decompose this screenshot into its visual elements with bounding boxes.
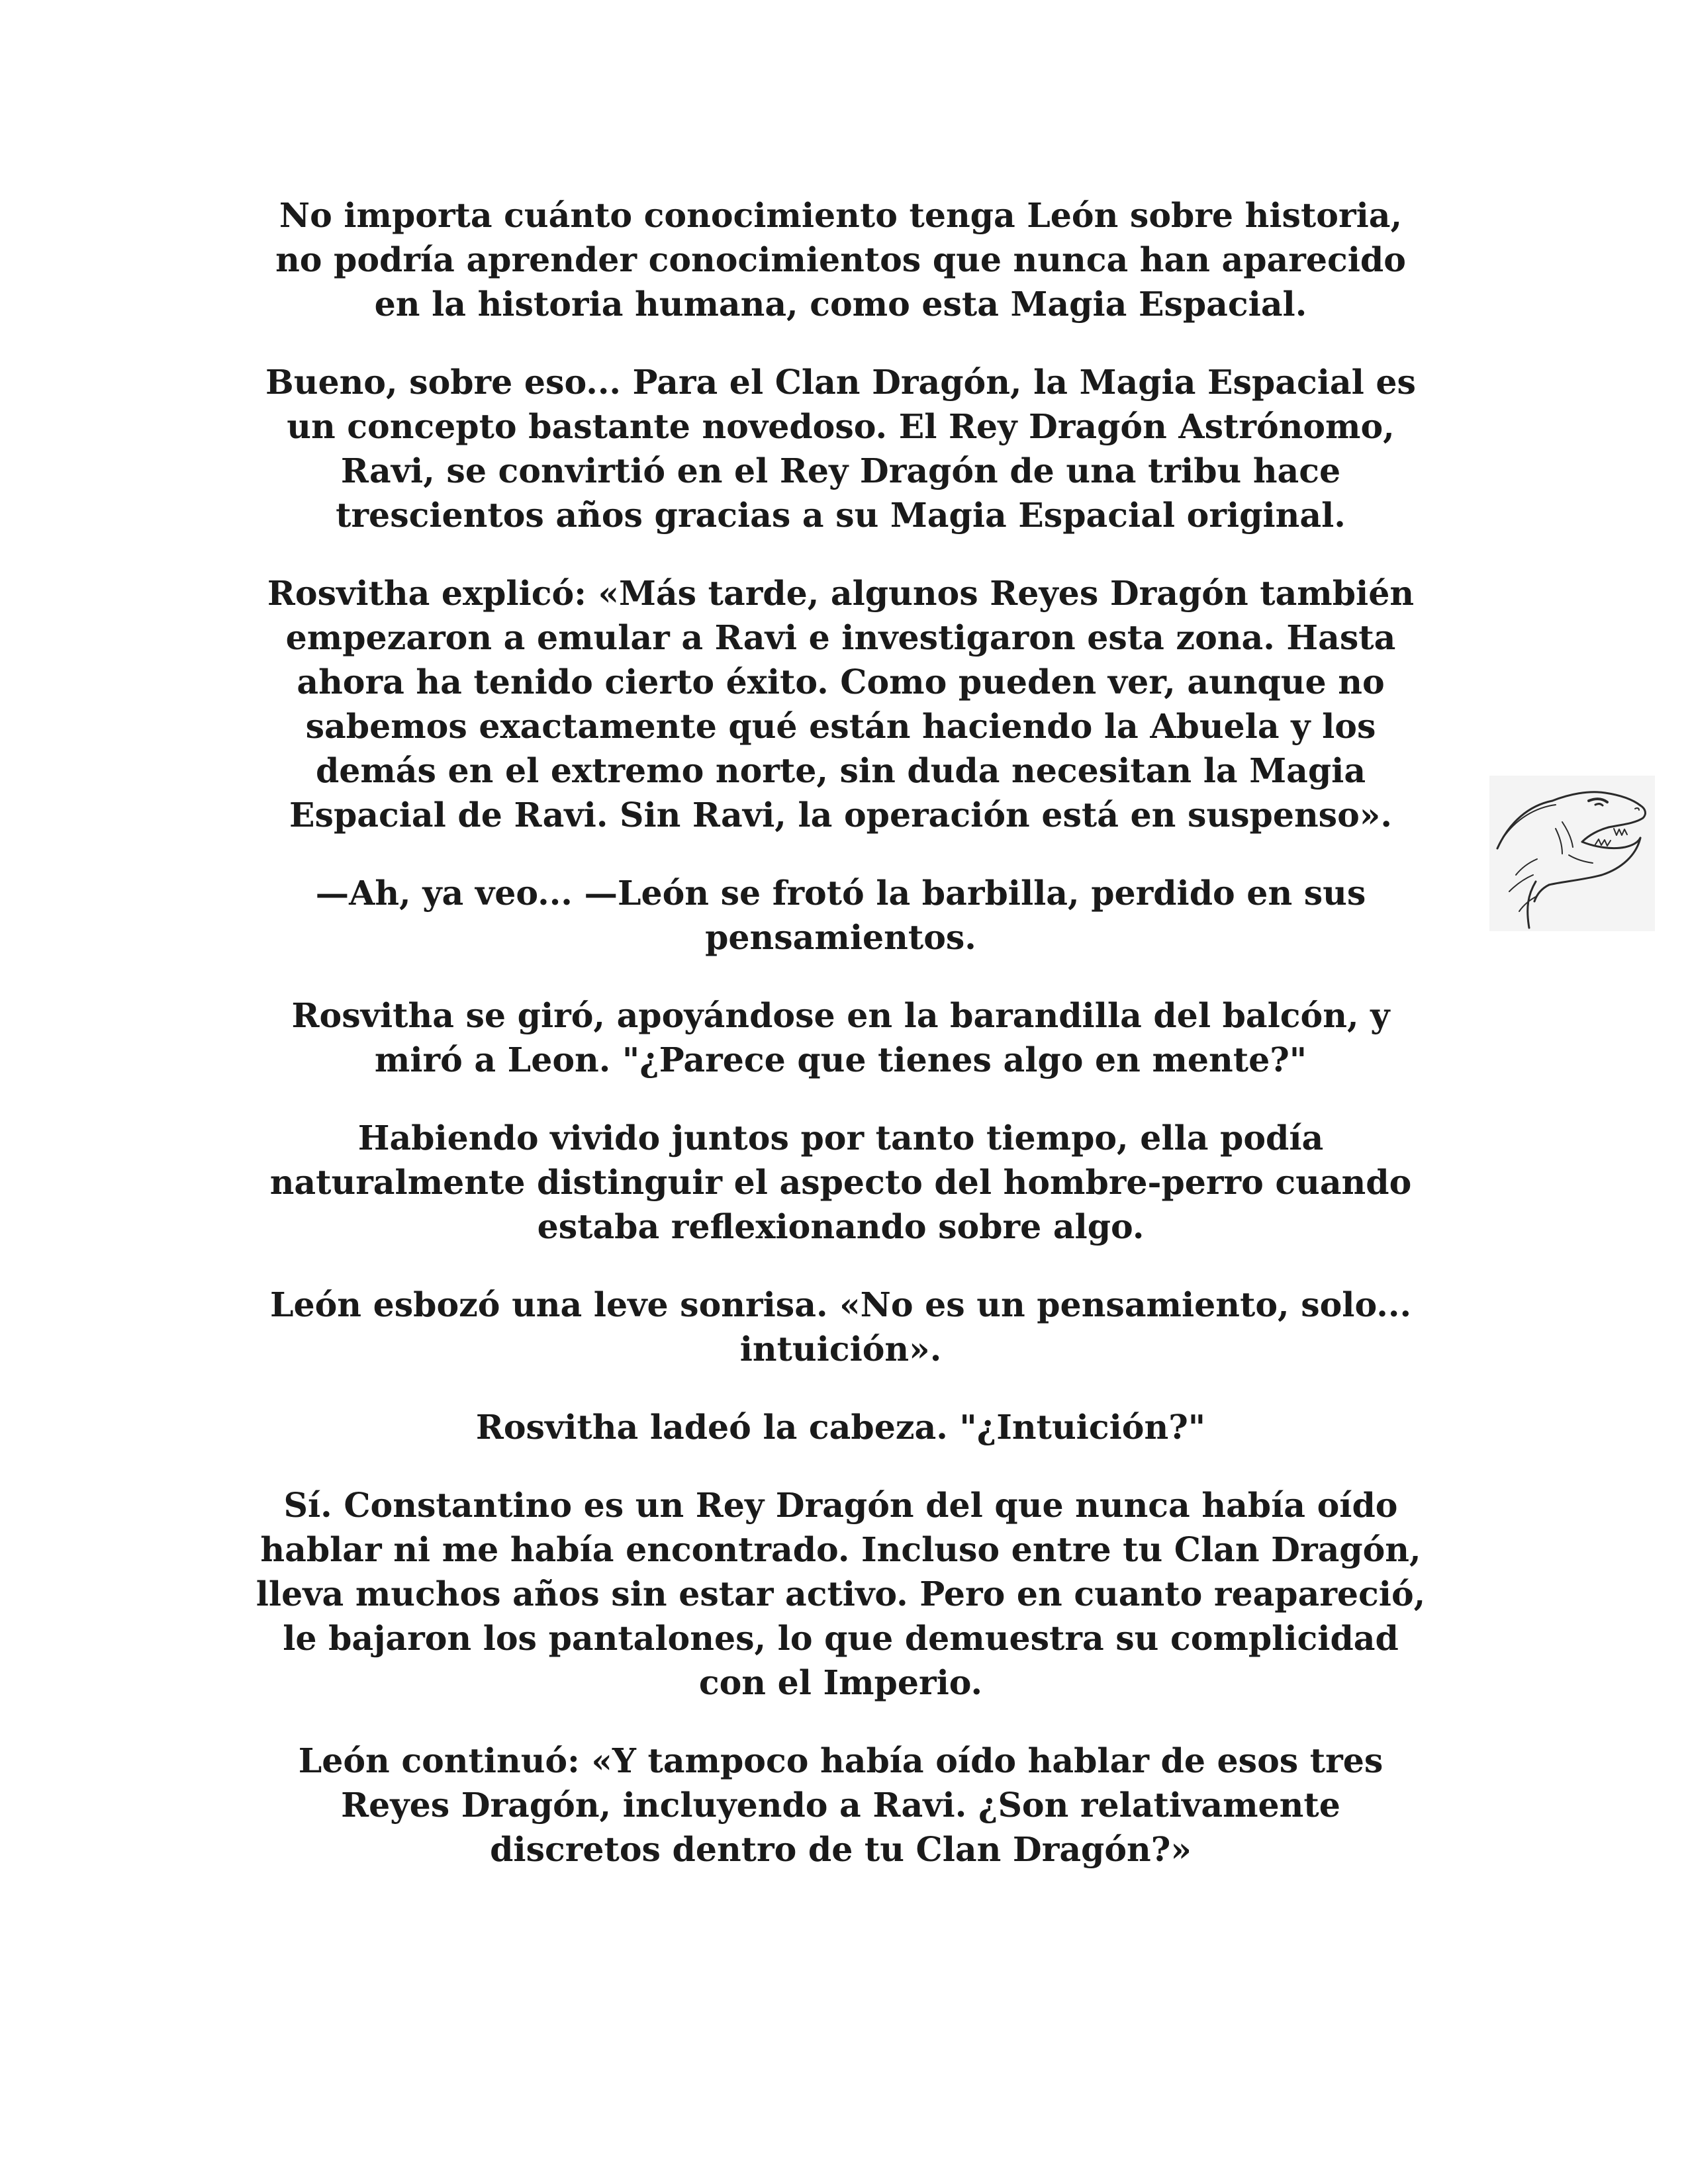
text-line: —Ah, ya veo... —León se frotó la barbilla, perdido en sus: [315, 874, 1366, 913]
paragraph-8: [212, 1405, 1470, 1449]
text-line: hablar ni me había encontrado. Incluso entre tu Clan Dragón,: [260, 1530, 1421, 1569]
text-line: estaba reflexionando sobre algo.: [537, 1207, 1145, 1246]
paragraph-4: [212, 871, 1470, 960]
text-line: demás en el extremo norte, sin duda necesitan la Magia: [315, 751, 1366, 790]
text-line: pensamientos.: [705, 918, 976, 957]
text-line: Rosvitha explicó: «Más tarde, algunos Reyes Dragón también: [267, 574, 1415, 613]
text-line: Habiendo vivido juntos por tanto tiempo, ella podía: [357, 1118, 1324, 1158]
text-line: Rosvitha se giró, apoyándose en la barandilla del balcón, y: [291, 996, 1390, 1035]
paragraph-10: [212, 1739, 1470, 1872]
text-line: naturalmente distinguir el aspecto del hombre-perro cuando: [269, 1163, 1412, 1202]
paragraph-3: [212, 571, 1470, 837]
text-line: León continuó: «Y tampoco había oído hablar de esos tres: [298, 1741, 1383, 1780]
text-line: lleva muchos años sin estar activo. Pero en cuanto reapareció,: [256, 1574, 1426, 1614]
paragraph-7: [212, 1283, 1470, 1371]
text-line: intuición».: [739, 1330, 942, 1369]
text-line: trescientos años gracias a su Magia Espacial original.: [336, 496, 1346, 535]
text-line: No importa cuánto conocimiento tenga León sobre historia,: [279, 196, 1403, 235]
text-line: Espacial de Ravi. Sin Ravi, la operación está en suspenso».: [289, 796, 1392, 835]
paragraph-5: [212, 993, 1470, 1082]
text-line: Ravi, se convirtió en el Rey Dragón de una tribu hace: [340, 451, 1341, 490]
text-line: empezaron a emular a Ravi e investigaron esta zona. Hasta: [285, 618, 1396, 657]
paragraph-1: [212, 193, 1470, 326]
text-line: le bajaron los pantalones, lo que demuestra su complicidad: [283, 1619, 1399, 1658]
body-text: [212, 193, 1470, 1905]
text-line: con el Imperio.: [698, 1663, 983, 1702]
text-line: Bueno, sobre eso... Para el Clan Dragón, la Magia Espacial es: [265, 363, 1416, 402]
text-line: en la historia humana, como esta Magia Espacial.: [374, 285, 1307, 324]
paragraph-2: [212, 360, 1470, 537]
text-line: Reyes Dragón, incluyendo a Ravi. ¿Son relativamente: [341, 1786, 1340, 1825]
text-line: discretos dentro de tu Clan Dragón?»: [490, 1830, 1192, 1869]
text-line: no podría aprender conocimientos que nunca han aparecido: [275, 240, 1406, 279]
paragraph-6: [212, 1116, 1470, 1249]
paragraph-9: [212, 1483, 1470, 1705]
text-line: ahora ha tenido cierto éxito. Como pueden ver, aunque no: [297, 662, 1385, 702]
dinosaur-sketch-drawing: [1489, 776, 1655, 931]
text-line: Sí. Constantino es un Rey Dragón del que nunca había oído: [283, 1486, 1398, 1525]
text-line: León esbozó una leve sonrisa. «No es un pensamiento, solo...: [269, 1285, 1412, 1324]
text-line: un concepto bastante novedoso. El Rey Dragón Astrónomo,: [287, 407, 1395, 446]
text-line: sabemos exactamente qué están haciendo la Abuela y los: [305, 707, 1376, 746]
text-line: miró a Leon. "¿Parece que tienes algo en mente?": [374, 1040, 1307, 1079]
text-line: Rosvitha ladeó la cabeza. "¿Intuición?": [475, 1408, 1206, 1447]
dinosaur-head-sketch-icon: [1489, 776, 1655, 931]
